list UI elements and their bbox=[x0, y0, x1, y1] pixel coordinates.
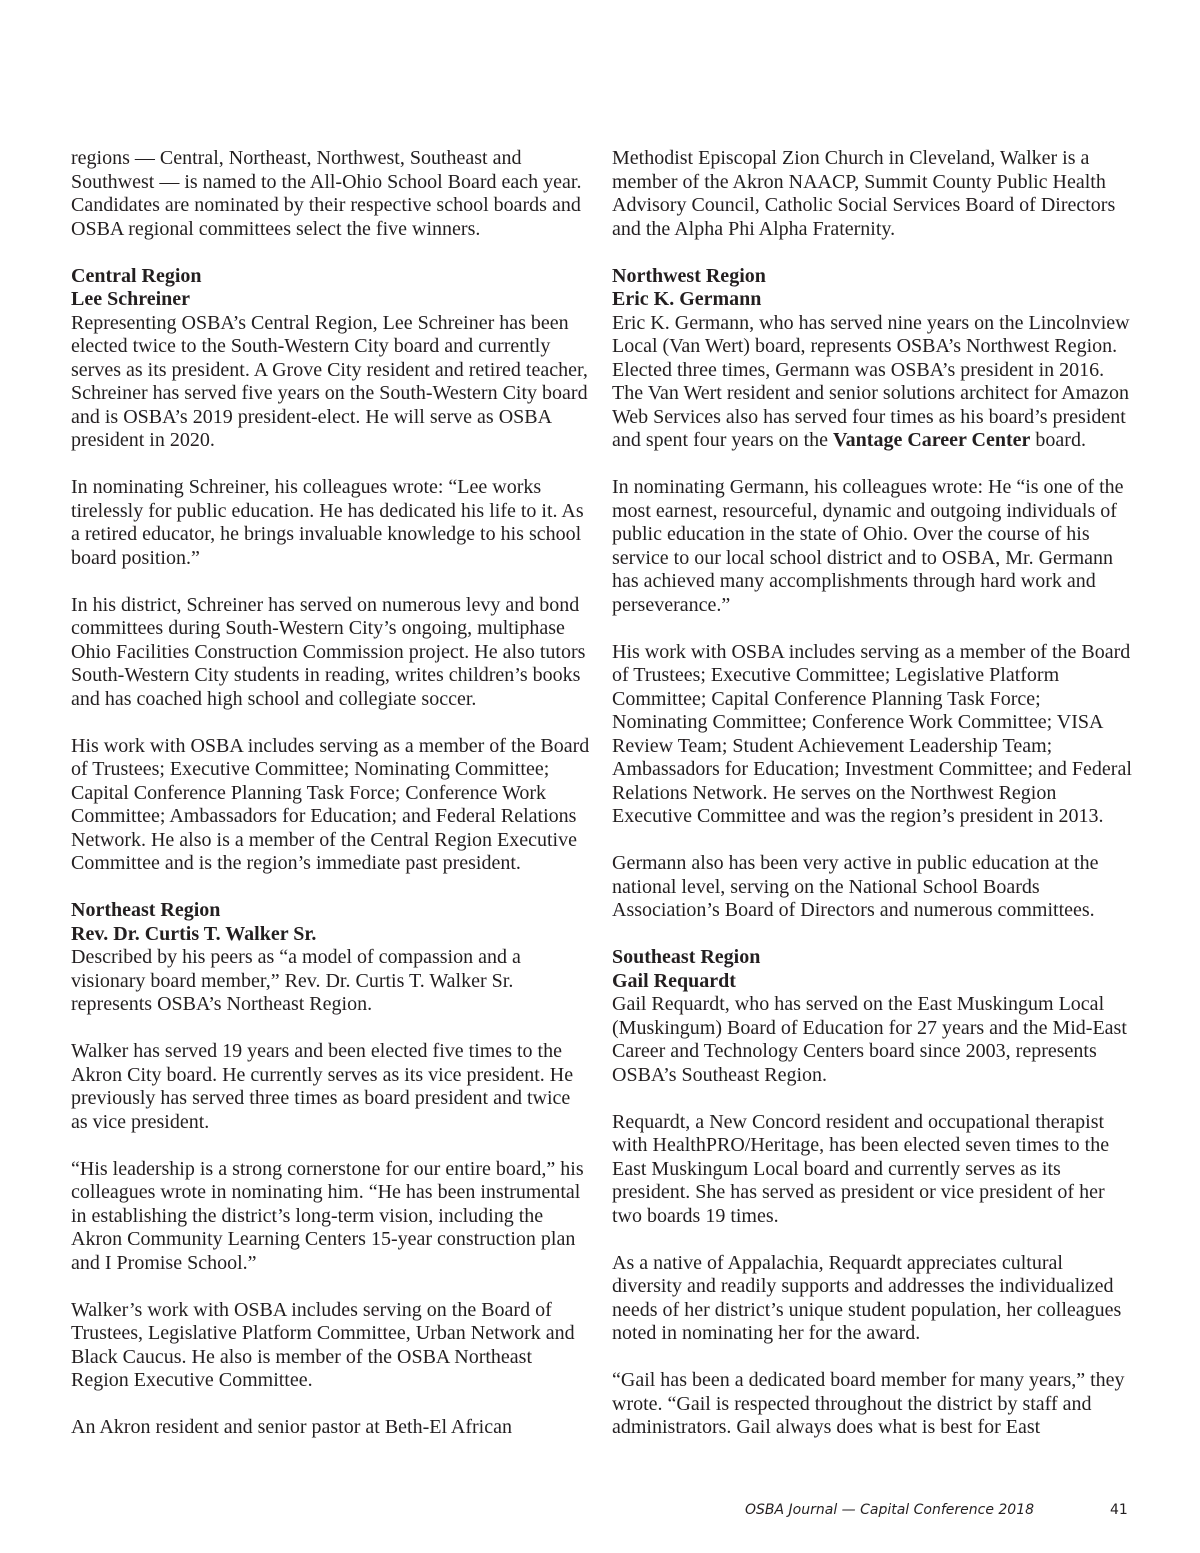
southeast-paragraph-3: As a native of Appalachia, Requardt appreciates cultural diversity and readily supports and addresses the individualized needs of her district’s unique student population, her colleagues noted in nominating her for the award. bbox=[612, 1251, 1122, 1344]
page-number: 41 bbox=[1110, 1502, 1128, 1518]
northwest-paragraph-2: In nominating Germann, his colleagues wrote: He “is one of the most earnest, resourceful, dynamic and outgoing individuals of public education in the state of Ohio. Over the course of his service to our local school district and to OSBA, Mr. Germann has achieved many accomplishments through hard work and perseverance.” bbox=[612, 476, 1124, 616]
northwest-paragraph-1-text: Eric K. Germann, who has served nine years on the Lincolnview Local (Van Wert) board, represents OSBA’s Northwest Region. Elected three times, Germann was OSBA’s president in 2016. The Van Wert resident and senior solutions architect for Amazon Web Services also has served four times as his board’s president and spent four years on the bbox=[612, 311, 1130, 451]
southeast-paragraph-4: “Gail has been a dedicated board member for many years,” they wrote. “Gail is respected throughout the district by staff and administrators. Gail always does what is best for East bbox=[612, 1369, 1125, 1438]
northeast-paragraph-4: Walker’s work with OSBA includes serving on the Board of Trustees, Legislative Platform Committee, Urban Network and Black Caucus. He also is member of the OSBA Northeast Region Executive Committee. bbox=[71, 1298, 575, 1391]
northeast-honoree-name: Rev. Dr. Curtis T. Walker Sr. bbox=[71, 922, 317, 945]
central-region-heading: Central Region bbox=[71, 264, 202, 287]
northwest-paragraph-1 bbox=[612, 312, 1137, 453]
northwest-paragraph-1-end: board. bbox=[1035, 429, 1086, 451]
southeast-paragraph-2: Requardt, a New Concord resident and occupational therapist with HealthPRO/Heritage, has been elected seven times to the East Muskingum Local board and currently serves as its president. She has served as president or vice president of her two boards 19 times. bbox=[612, 1110, 1110, 1227]
northeast-paragraph-3: “His leadership is a strong cornerstone for our entire board,” his colleagues wrote in nominating him. “He has been instrumental in establishing the district’s long-term vision, including the Akron Community Learning Centers 15-year construction plan and I Promise School.” bbox=[71, 1157, 584, 1274]
left-column bbox=[71, 147, 591, 1463]
central-honoree-name: Lee Schreiner bbox=[71, 288, 191, 310]
central-paragraph-2: In nominating Schreiner, his colleagues wrote: “Lee works tirelessly for public education. He has dedicated his life to it. As a retired educator, he brings invaluable knowledge to his school board position.” bbox=[71, 476, 584, 569]
northeast-paragraph-1: Described by his peers as “a model of compassion and a visionary board member,” Rev. Dr. Curtis T. Walker Sr. represents OSBA’s Northeast Region. bbox=[71, 946, 521, 1015]
central-paragraph-3: In his district, Schreiner has served on numerous levy and bond committees during South-Western City’s ongoing, multiphase Ohio Facilities Construction Commission project. He also tutors South-Western City students in reading, writes children’s books and has coached high school and collegiate soccer. bbox=[71, 593, 586, 710]
journal-title: OSBA Journal — Capital Conference 2018 bbox=[745, 1502, 1035, 1518]
intro-paragraph: regions — Central, Northeast, Northwest, Southeast and Southwest — is named to the All-Ohio School Board each year. Candidates are nominated by their respective school boards and OSBA regional committees select the five winners. bbox=[71, 147, 582, 240]
central-paragraph-4: His work with OSBA includes serving as a member of the Board of Trustees; Executive Committee; Nominating Committee; Capital Conference Planning Task Force; Conference Work Committee; Ambassadors for Education; and Federal Relations Network. He also is a member of the Central Region Executive Committee and is the region’s immediate past president. bbox=[71, 734, 590, 874]
right-column bbox=[612, 147, 1137, 1463]
central-paragraph-1: Representing OSBA’s Central Region, Lee Schreiner has been elected twice to the South-Western City board and currently serves as its president. A Grove City resident and retired teacher, Schreiner has served five years on the South-Western City board and is OSBA’s 2019 president-elect. He will serve as OSBA president in 2020. bbox=[71, 311, 588, 451]
southeast-paragraph-1: Gail Requardt, who has served on the East Muskingum Local (Muskingum) Board of Education for 27 years and the Mid-East Career and Technology Centers board since 2003, represents OSBA’s Southeast Region. bbox=[612, 993, 1127, 1086]
southeast-honoree-name: Gail Requardt bbox=[612, 969, 736, 992]
northwest-honoree-name: Eric K. Germann bbox=[612, 288, 762, 310]
northeast-paragraph-5: An Akron resident and senior pastor at Beth-El African bbox=[71, 1416, 512, 1438]
vantage-career-center-bold: Vantage Career Center bbox=[833, 429, 1031, 451]
northeast-region-heading: Northeast Region bbox=[71, 899, 221, 921]
northwest-region-heading: Northwest Region bbox=[612, 264, 766, 287]
northeast-paragraph-2: Walker has served 19 years and been elected five times to the Akron City board. He currently serves as its vice president. He previously has served three times as board president and twice as vice president. bbox=[71, 1040, 574, 1133]
northwest-paragraph-4: Germann also has been very active in public education at the national level, serving on the National School Boards Association’s Board of Directors and numerous committees. bbox=[612, 852, 1099, 921]
northwest-paragraph-3: His work with OSBA includes serving as a member of the Board of Trustees; Executive Committee; Legislative Platform Committee; Capital Conference Planning Task Force; Nominating Committee; Conference Work Committee; VISA Review Team; Student Achievement Leadership Team; Ambassadors for Education; Investment Committee; and Federal Relations Network. He serves on the Northwest Region Executive Committee and was the region’s president in 2013. bbox=[612, 640, 1132, 827]
southeast-region-heading: Southeast Region bbox=[612, 946, 761, 968]
northeast-continuation-paragraph: Methodist Episcopal Zion Church in Cleveland, Walker is a member of the Akron NAACP, Summit County Public Health Advisory Council, Catholic Social Services Board of Directors and the Alpha Phi Alpha Fraternity. bbox=[612, 147, 1116, 240]
